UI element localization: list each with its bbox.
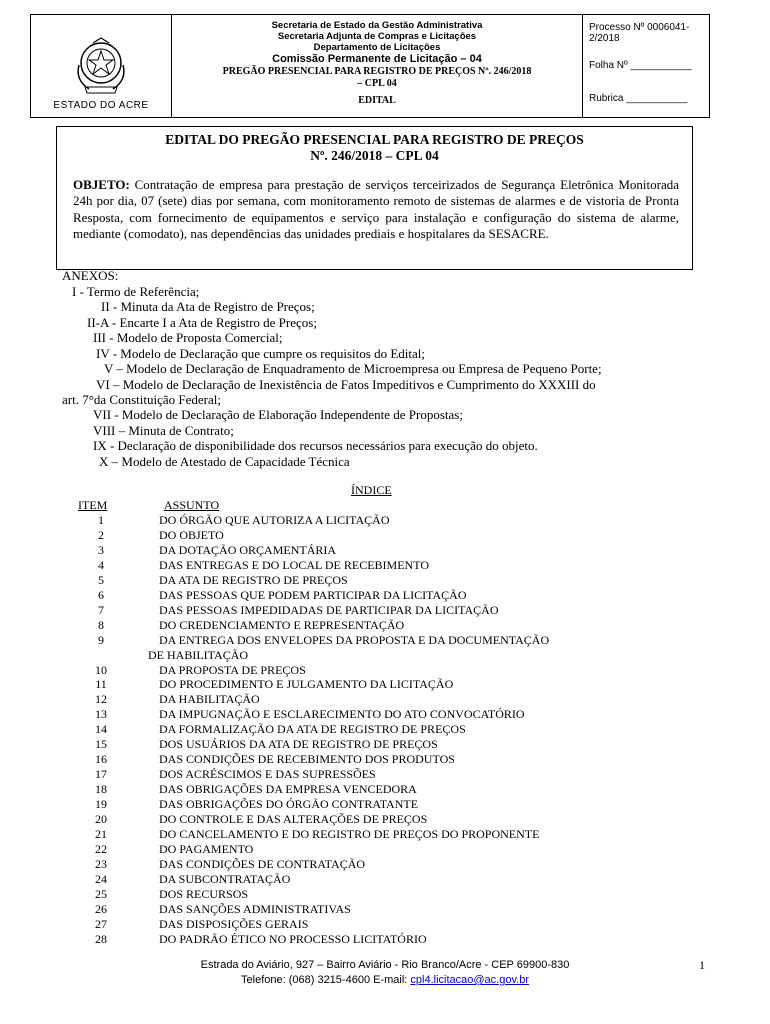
index-item-title: DOS USUÁRIOS DA ATA DE REGISTRO DE PREÇOS [159,737,438,752]
processo-number: Processo Nº 0006041-2/2018 [589,22,690,44]
index-item-title: DAS OBRIGAÇÕES DA EMPRESA VENCEDORA [159,782,417,797]
state-seal-icon [71,35,131,97]
index-item-number: 24 [95,871,107,886]
index-item-number: 8 [98,617,104,632]
index-item-title: DA DOTAÇÃO ORÇAMENTÁRIA [159,542,337,557]
footer-phone: Telefone: (068) 3215-4600 E-mail: [241,974,411,986]
header-process-cell [583,15,709,117]
footer-address: Estrada do Aviário, 927 – Bairro Aviário - Rio Branco/Acre - CEP 69900-830 [200,959,570,971]
index-item-title: DA SUBCONTRATAÇÃO [159,871,291,886]
anexo-item: VII - Modelo de Declaração de Elaboração Independente de Propostas; [93,407,463,422]
index-item-title: DA FORMALIZAÇÃO DA ATA DE REGISTRO DE PREÇOS [159,722,466,737]
index-item-number: 20 [95,812,107,826]
index-item-number: 26 [95,901,107,916]
objeto-text: Contratação de empresa para prestação de serviços terceirizados de Segurança Eletrônica Monitorada 24h por dia, 07 (sete) dias por semana, com monitoramento remoto de sistemas de alarmes e de vistoria de Pronta Resposta, com fornecimento de equipamentos e serviço para instalação e configuração do sistema de alarme, mediante (comodato), nas dependências das unidades prediais e hospitalares da SESACRE. [73,177,679,241]
index-item-number: 2 [98,527,104,542]
index-item-number: 11 [95,677,107,692]
index-item-number: 1 [98,513,104,527]
state-label: ESTADO DO ACRE [53,100,149,111]
index-item-title: DO ÓRGÃO QUE AUTORIZA A LICITAÇÃO [159,513,390,527]
folha-field: Folha Nº ___________ [589,60,692,71]
anexo-item: II - Minuta da Ata de Registro de Preços; [101,299,315,314]
footer-contact [0,973,770,988]
index-item-number: 23 [95,856,107,871]
col-item-header: ITEM [78,498,108,512]
index-item-title: DO CONTROLE E DAS ALTERAÇÕES DE PREÇOS [159,812,428,826]
index-item-number: 25 [95,886,107,901]
org-line: Secretaria Adjunta de Compras e Licitações [277,31,477,42]
index-item-title: DO PADRÃO ÉTICO NO PROCESSO LICITATÓRIO [159,931,427,946]
index-item-title: DOS RECURSOS [159,886,249,901]
index-item-number: 5 [98,572,104,587]
index-item-number: 28 [95,931,107,946]
edital-number: Nº. 246/2018 – CPL 04 [310,148,439,163]
index-item-number: 15 [95,737,107,752]
index-item-number: 19 [95,797,107,812]
org-line: Secretaria de Estado da Gestão Administrativa [271,20,483,31]
index-item-number: 10 [95,662,107,677]
anexo-item-cont: art. 7°da Constituição Federal; [62,392,221,407]
pregao-title: PREGÃO PRESENCIAL PARA REGISTRO DE PREÇOS Nº. 246/2018 [222,66,532,77]
objeto-label: OBJETO: [73,177,130,192]
index-item-title: DAS PESSOAS IMPEDIDADAS DE PARTICIPAR DA LICITAÇÃO [159,602,499,617]
index-item-title: DA IMPUGNAÇÃO E ESCLARECIMENTO DO ATO CONVOCATÓRIO [159,707,525,722]
edital-title: EDITAL DO PREGÃO PRESENCIAL PARA REGISTRO DE PREÇOS [165,132,584,147]
rubrica-field: Rubrica ___________ [589,93,688,104]
anexo-item: IV - Modelo de Declaração que cumpre os requisitos do Edital; [96,346,425,361]
index-item-number: 13 [95,707,107,722]
index-item-title: DE HABILITAÇÃO [148,647,249,662]
anexo-item: V – Modelo de Declaração de Enquadramento de Microempresa ou Empresa de Pequeno Porte; [104,361,602,376]
indice-heading: ÍNDICE [351,483,392,497]
index-item-number: 27 [95,916,107,931]
anexo-item: IX - Declaração de disponibilidade dos recursos necessários para execução do objeto. [93,438,538,453]
index-item-title: DO CANCELAMENTO E DO REGISTRO DE PREÇOS DO PROPONENTE [159,826,540,841]
col-assunto-header: ASSUNTO [164,498,220,512]
index-item-title: DO CREDENCIAMENTO E REPRESENTAÇÃO [159,617,405,632]
index-item-number: 18 [95,782,107,797]
index-item-title: DAS PESSOAS QUE PODEM PARTICIPAR DA LICITAÇÃO [159,587,467,602]
page-number: 1 [699,958,705,972]
commission-name: Comissão Permanente de Licitação – 04 [272,53,482,65]
index-item-number: 22 [95,841,107,856]
index-item-number: 9 [98,632,104,647]
header-logo-cell [31,15,172,117]
index-item-number: 17 [95,767,107,782]
org-line: Departamento de Licitações [313,42,441,53]
anexo-item: X – Modelo de Atestado de Capacidade Técnica [99,454,350,469]
index-item-number: 12 [95,692,107,707]
anexo-item: VIII – Minuta de Contrato; [93,423,234,438]
header-title-cell [172,15,583,117]
index-item-number: 14 [95,722,107,737]
pregao-title-cont: – CPL 04 [357,78,397,89]
index-item-number: 21 [95,826,107,841]
index-item-title: DO PROCEDIMENTO E JULGAMENTO DA LICITAÇÃO [159,677,454,692]
index-item-title: DAS ENTREGAS E DO LOCAL DE RECEBIMENTO [159,557,429,572]
index-item-number: 6 [98,587,104,602]
index-item-title: DAS CONDIÇÕES DE RECEBIMENTO DOS PRODUTOS [159,752,455,767]
index-item-number: 3 [98,542,104,557]
index-item-title: DA ATA DE REGISTRO DE PREÇOS [159,572,348,587]
index-item-title: DOS ACRÉSCIMOS E DAS SUPRESSÕES [159,767,376,782]
index-item-number: 4 [98,557,104,572]
anexo-item: III - Modelo de Proposta Comercial; [93,330,283,345]
anexo-item: II-A - Encarte I a Ata de Registro de Preços; [87,315,317,330]
anexos-heading: ANEXOS: [62,268,119,283]
index-item-title: DAS CONDIÇÕES DE CONTRATAÇÃO [159,856,366,871]
index-item-number: 16 [95,752,107,767]
objeto-paragraph [73,177,679,242]
index-item-number: 7 [98,602,104,617]
footer-email-link[interactable]: cpl4.licitacao@ac.gov.br [410,974,529,986]
anexo-item: I - Termo de Referência; [72,284,200,299]
edital-summary-box [56,126,693,270]
index-item-title: DO OBJETO [159,527,224,542]
index-item-title: DA HABILITAÇÃO [159,692,260,707]
index-item-title: DAS DISPOSIÇÕES GERAIS [159,916,309,931]
index-item-title: DAS OBRIGAÇÕES DO ÓRGÃO CONTRATANTE [159,797,419,812]
anexo-item: VI – Modelo de Declaração de Inexistência de Fatos Impeditivos e Cumprimento do XXXIII do [96,377,596,392]
document-header [30,14,710,118]
index-item-title: DAS SANÇÕES ADMINISTRATIVAS [159,901,351,916]
index-item-title: DO PAGAMENTO [159,841,254,856]
index-item-title: DA PROPOSTA DE PREÇOS [159,662,306,677]
index-item-title: DA ENTREGA DOS ENVELOPES DA PROPOSTA E DA DOCUMENTAÇÃO [159,632,550,647]
edital-label: EDITAL [358,95,396,106]
